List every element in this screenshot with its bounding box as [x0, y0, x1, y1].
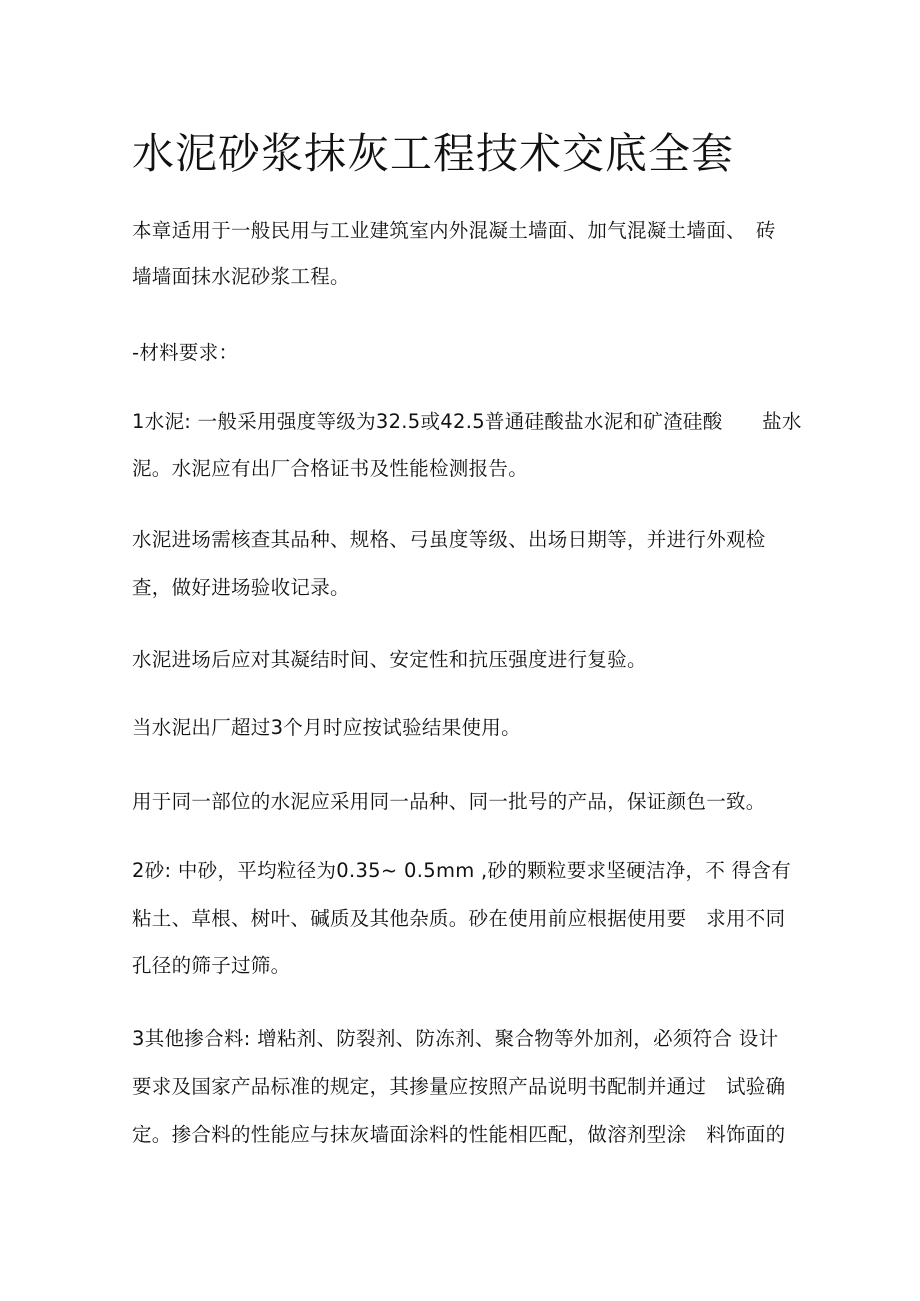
sand-line-3: 孔径的筛子过筛。 — [132, 954, 291, 977]
sand-line-1: 2砂: 中砂，平均粒径为0.35~ 0.5mm ,砂的颗粒要求坚硬洁净，不 得含有 — [132, 859, 792, 882]
cement-line-2: 泥。水泥应有出厂合格证书及性能检测报告。 — [132, 457, 529, 480]
cement-expiry-line: 当水泥出厂超过3个月时应按试验结果使用。 — [132, 716, 521, 739]
cement-check-line-2: 查，做好进场验收记录。 — [132, 576, 350, 599]
cement-retest-line: 水泥进场后应对其凝结时间、安定性和抗压强度进行复验。 — [132, 648, 647, 671]
cement-line-1: 1水泥: 一般采用强度等级为32.5或42.5普通硅酸盐水泥和矿渣硅酸 盐水 — [132, 410, 802, 433]
sand-line-2: 粘土、草根、树叶、碱质及其他杂质。砂在使用前应根据使用要 求用不同 — [132, 907, 786, 930]
admixture-line-3: 定。掺合料的性能应与抹灰墙面涂料的性能相匹配，做溶剂型涂 料饰面的 — [132, 1123, 786, 1146]
cement-batch-line: 用于同一部位的水泥应采用同一品种、同一批号的产品，保证颜色一致。 — [132, 790, 766, 813]
document-title: 水泥砂浆抹灰工程技术交底全套 — [132, 129, 735, 178]
scope-line-1: 本章适用于一般民用与工业建筑室内外混凝土墙面、加气混凝土墙面、 砖 — [132, 219, 776, 242]
scope-line-2: 墙墙面抹水泥砂浆工程。 — [132, 265, 350, 288]
cement-check-line-1: 水泥进场需核查其品种、规格、弓虽度等级、出场日期等，并进行外观检 — [132, 528, 766, 551]
materials-heading: -材料要求： — [132, 341, 239, 364]
admixture-line-1: 3其他掺合料: 增粘剂、防裂剂、防冻剂、聚合物等外加剂，必须符合 设计 — [132, 1027, 779, 1050]
admixture-line-2: 要求及国家产品标准的规定，其掺量应按照产品说明书配制并通过 试验确 — [132, 1075, 786, 1098]
